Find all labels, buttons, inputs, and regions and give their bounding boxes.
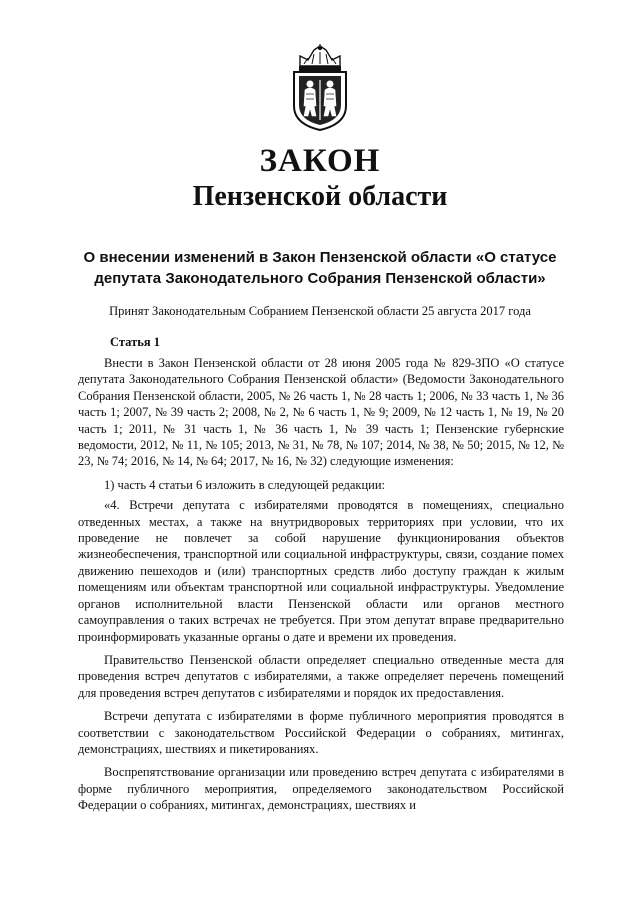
paragraph-public-events: Встречи депутата с избирателями в форме публичного мероприятия проводятся в соответствии с законодательством Российской Федерации о собраниях, митингах, демонстрациях, шествиях и пикетированиях. — [78, 709, 564, 756]
paragraph-government: Правительство Пензенской области определяет специально отведенные места для проведения встреч депутатов с избирателями, а также определяет перечень помещений для проведения встреч депутатов с избирателями и порядок их предоставления. — [78, 652, 564, 700]
paragraph-intro: Внести в Закон Пензенской области от 28 июня 2005 года № 829-ЗПО «О статусе депутата Законодательного Собрания Пензенской области» (Ведомости Законодательного Собрания Пензенской области, 2005, № 26 часть 1, № 28 часть 1; 2006, № 33 часть 1, № 36 часть 1; 2007, № 39 часть 2; 2008, № 2, № 6 часть 1, № 9; 2009, № 12 часть 1, № 19, № 20 часть 1; 2011, № 31 часть 1, № 36 часть 1, № 39 часть 1; Пензенские губернские ведомости, 2012, № 11, № 105; 2013, № 31, № 78, № 107; 2014, № 38, № 50; 2015, № 12, № 23, № 74; 2016, № 14, № 64; 2017, № 16, № 32) следующие изменения: — [78, 356, 564, 469]
document-region: Пензенской области — [192, 181, 448, 212]
coat-of-arms-icon — [286, 44, 354, 132]
article-title: Статья 1 — [110, 335, 160, 349]
adoption-note: Принят Законодательным Собранием Пензенской области 25 августа 2017 года — [109, 304, 531, 318]
paragraph-part-4: «4. Встречи депутата с избирателями проводятся в помещениях, специально отведенных местах, а также на внутридворовых территориях при условии, что их проведение не повлечет за собой нарушение функционирования объектов жизнеобеспечения, транспортной или социальной инфраструктуры, связи, создание помех движению пешеходов и (или) транспортных средств либо доступу граждан к жилым помещениям или объектам транспортной или социальной инфраструктуры. Уведомление органов исполнительной власти Пензенской области или органов местного самоуправления о таких встречах не требуется. При этом депутат вправе предварительно проинформировать указанные органы о дате и времени их проведения. — [78, 498, 564, 644]
law-heading: О внесении изменений в Закон Пензенской области «О статусе депутата Законодательного Собрания Пензенской области» — [83, 249, 557, 287]
paragraph-obstruction: Воспрепятствование организации или проведению встреч депутата с избирателями в форме публичного мероприятия, определяемого законодательством Российской Федерации о собраниях, митингах, демонстрациях, шествиях и — [78, 765, 564, 813]
document-title: ЗАКОН — [259, 143, 381, 179]
article-body — [78, 355, 564, 820]
paragraph-item-1: 1) часть 4 статьи 6 изложить в следующей редакции: — [104, 477, 386, 492]
